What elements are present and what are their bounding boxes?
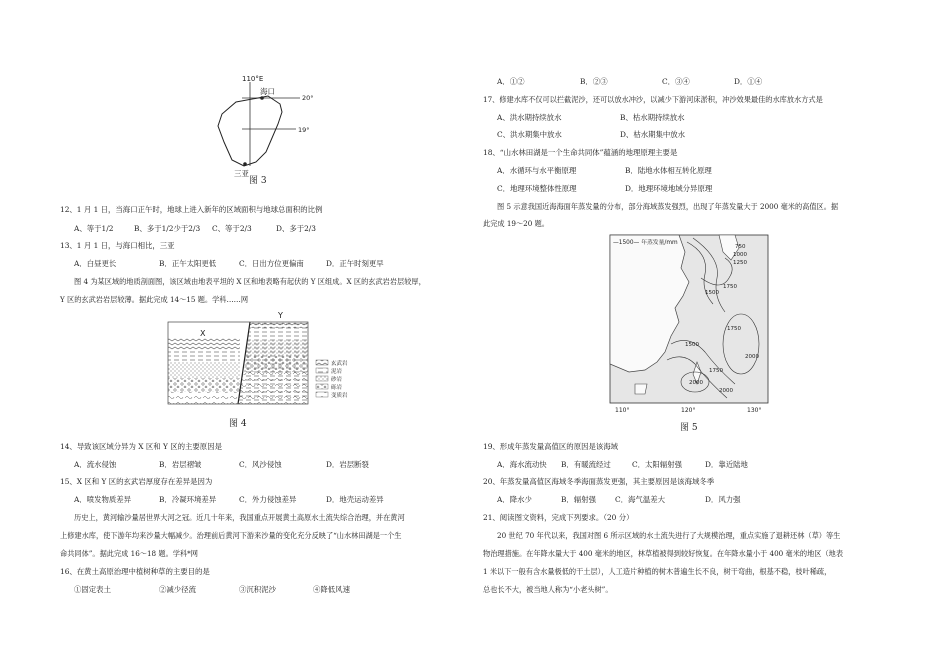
q21-text-line-1: 20 世纪 70 年代以来，我国对图 6 所示区域的水土流失进行了大规模治理，重点实施了退耕还林（草）等生 xyxy=(497,531,841,540)
q17-option-b: B、枯水期持续放水 xyxy=(620,113,685,122)
question-18-stem: 18、“山水林田湖是一个生命共同体”蕴涵的地理原理主要是 xyxy=(483,148,678,157)
fig5-contour-2000-c: 2000 xyxy=(719,388,733,394)
question-17-stem: 17、修建水库不仅可以拦截泥沙，还可以放水冲沙，以减少下游河床淤积，冲沙效果最佳的水库放水方式是 xyxy=(483,95,823,104)
question-13-stem: 13、1 月 1 日，与海口相比，三亚 xyxy=(60,241,175,250)
fig5-contour-1500: 1500 xyxy=(705,290,719,296)
fig5-contour-1750-c: 1750 xyxy=(709,368,723,374)
intro-16-line-3: 命共同体”。据此完成 16～18 题。学科*网 xyxy=(60,549,198,558)
q20-option-a: A．降水少 xyxy=(497,495,532,504)
fig5-contour-1750-b: 1750 xyxy=(727,326,741,332)
q16-answer-b: B．②③ xyxy=(580,77,608,86)
intro-14-line-1: 图 4 为某区域的地质剖面图，该区域由地表平坦的 X 区和地表略有起伏的 Y 区组成。X 区的玄武岩岩层较厚， xyxy=(74,277,426,286)
q18-option-b: B．陆地水体相互转化原理 xyxy=(625,166,712,175)
q13-option-a: A．白昼更长 xyxy=(74,259,117,268)
q21-text-line-3: 1 米以下一般有含水量极低的干土层），人工造片种植的树木普遍生长不良，树干弯曲，根基不稳，枝叶稀疏， xyxy=(483,567,832,576)
figure-4-caption: 图 4 xyxy=(229,419,247,429)
fig3-haikou-label: 海口 xyxy=(260,87,275,96)
q20-option-c: C．海气温差大 xyxy=(615,495,665,504)
question-19-stem: 19、形成年蒸发量高值区的原因是该海域 xyxy=(483,442,619,451)
fig5-contour-1000: 1000 xyxy=(733,252,747,258)
q14-option-b: B．岩层褶皱 xyxy=(159,460,202,469)
q15-option-d: D．地壳运动差异 xyxy=(326,495,384,504)
fig5-contour-2000-b: 2000 xyxy=(689,380,703,386)
q16-statement-3: ③沉积泥沙 xyxy=(239,585,276,594)
question-20-stem: 20、年蒸发量高值区海域冬季海面蒸发更强，其主要原因是该海域冬季 xyxy=(483,477,715,486)
fig5-lon-130: 130° xyxy=(747,407,762,414)
q19-option-a: A．海水流动快 xyxy=(497,460,547,469)
intro-19-line-1: 图 5 示意我国近海海面年蒸发量的分布，部分海域蒸发强烈，出现了年蒸发量大于 2000 毫米的高值区。据 xyxy=(497,202,839,211)
q12-option-c: C、等于2/3 xyxy=(212,224,252,233)
figure-5-evaporation-map xyxy=(609,234,771,416)
q18-option-d: D．地理环境地域分异原理 xyxy=(625,184,713,193)
q19-option-d: D．靠近陆地 xyxy=(705,460,748,469)
q13-option-c: C．日出方位更偏南 xyxy=(239,259,304,268)
fig3-lon-label: 110°E xyxy=(242,75,264,83)
question-12-stem: 12、1 月 1 日，当海口正午时，地球上进入新年的区域面积与地球总面积的比例 xyxy=(60,205,323,214)
q16-answer-c: C．③④ xyxy=(662,77,690,86)
q19-option-b: B．有暖流经过 xyxy=(561,460,611,469)
fig5-legend: —1500— 年蒸发量/mm xyxy=(613,240,678,246)
fig3-sanya-label: 三亚 xyxy=(234,169,249,178)
q16-statement-4: ④降低风速 xyxy=(313,585,350,594)
q14-option-d: D．岩层断裂 xyxy=(326,460,369,469)
question-16-stem: 16、在黄土高原治理中植树种草的主要目的是 xyxy=(60,567,210,576)
q20-option-b: B．辐射强 xyxy=(561,495,596,504)
q21-text-line-2: 物治理措施。在年降水量大于 400 毫米的地区，林草植被得到较好恢复。在年降水量小于 400 毫米的地区（地表 xyxy=(483,549,844,558)
fig5-contour-1500-b: 1500 xyxy=(685,342,699,348)
intro-16-line-1: 历史上，黄河输沙量居世界大河之冠。近几十年来，我国重点开展黄土高原水土流失综合治理，并在黄河 xyxy=(74,513,405,522)
q15-option-b: B．冷凝环境差异 xyxy=(159,495,217,504)
q17-option-d: D、枯水期集中放水 xyxy=(620,130,686,139)
fig4-legend-mudstone: 泥岩 xyxy=(331,369,343,375)
fig4-legend-conglomerate: 砾岩 xyxy=(331,385,343,391)
intro-14-line-2: Y 区的玄武岩岩层较薄。据此完成 14～15 题。学科……网 xyxy=(60,295,249,304)
q17-option-c: C、洪水期集中放水 xyxy=(497,130,562,139)
intro-19-line-2: 此完成 19～20 题。 xyxy=(483,219,549,228)
fig5-contour-750: 750 xyxy=(735,244,746,250)
q16-statement-2: ②减少径流 xyxy=(159,585,196,594)
figure-3-caption: 图 3 xyxy=(249,176,267,186)
q16-statement-1: ①固定表土 xyxy=(74,585,111,594)
q18-option-c: C．地理环境整体性原理 xyxy=(497,184,577,193)
fig4-label-y: Y xyxy=(278,311,283,320)
question-14-stem: 14、导致该区域分异为 X 区和 Y 区的主要原因是 xyxy=(60,442,222,451)
q17-option-a: A、洪水期持续放水 xyxy=(497,113,562,122)
q16-answer-a: A．①② xyxy=(497,77,525,86)
fig5-contour-1250: 1250 xyxy=(733,260,747,266)
q16-answer-d: D．①④ xyxy=(734,77,763,86)
question-15-stem: 15、X 区和 Y 区的玄武岩厚度存在差异是因为 xyxy=(60,477,213,486)
fig3-lat20-label: 20° xyxy=(302,94,314,102)
q12-option-b: B、多于1/2少于2/3 xyxy=(134,224,201,233)
q20-option-d: D．风力强 xyxy=(705,495,741,504)
fig4-label-x: X xyxy=(200,329,206,338)
fig5-lon-110: 110° xyxy=(615,407,630,414)
fig4-legend-metamorphic: 变质岩 xyxy=(331,393,348,399)
q14-option-c: C．风沙侵蚀 xyxy=(239,460,282,469)
q12-option-d: D、多于2/3 xyxy=(276,224,316,233)
fig5-contour-2000-a: 2000 xyxy=(745,354,759,360)
q18-option-a: A．水循环与水平衡原理 xyxy=(497,166,577,175)
q15-option-c: C．外力侵蚀差异 xyxy=(239,495,297,504)
figure-5-caption: 图 5 xyxy=(680,423,698,433)
figure-4-geologic-section xyxy=(166,310,396,416)
q21-text-line-4: 总也长不大，被当地人称为“小老头树”。 xyxy=(483,585,613,594)
fig5-contour-1750-a: 1750 xyxy=(723,284,737,290)
q13-option-d: D．正午时刻更早 xyxy=(326,259,384,268)
q13-option-b: B．正午太阳更低 xyxy=(159,259,217,268)
q19-option-c: C．太阳辐射强 xyxy=(632,460,682,469)
fig5-lon-120: 120° xyxy=(681,407,696,414)
fig4-legend-basalt: 玄武岩 xyxy=(331,361,348,367)
question-21-stem: 21、阅读图文资料，完成下列要求。（20 分） xyxy=(483,513,634,522)
q15-option-a: A．喷发物质差异 xyxy=(74,495,132,504)
fig4-legend-sandstone: 砂岩 xyxy=(331,377,343,383)
q14-option-a: A．流水侵蚀 xyxy=(74,460,117,469)
intro-16-line-2: 上修建水库，使下游年均来沙量大幅减少。治理前后黄河下游来沙量的变化充分反映了“山水林田湖是一个生 xyxy=(60,531,402,540)
fig3-lat19-label: 19° xyxy=(298,126,310,134)
q12-option-a: A、等于1/2 xyxy=(74,224,114,233)
